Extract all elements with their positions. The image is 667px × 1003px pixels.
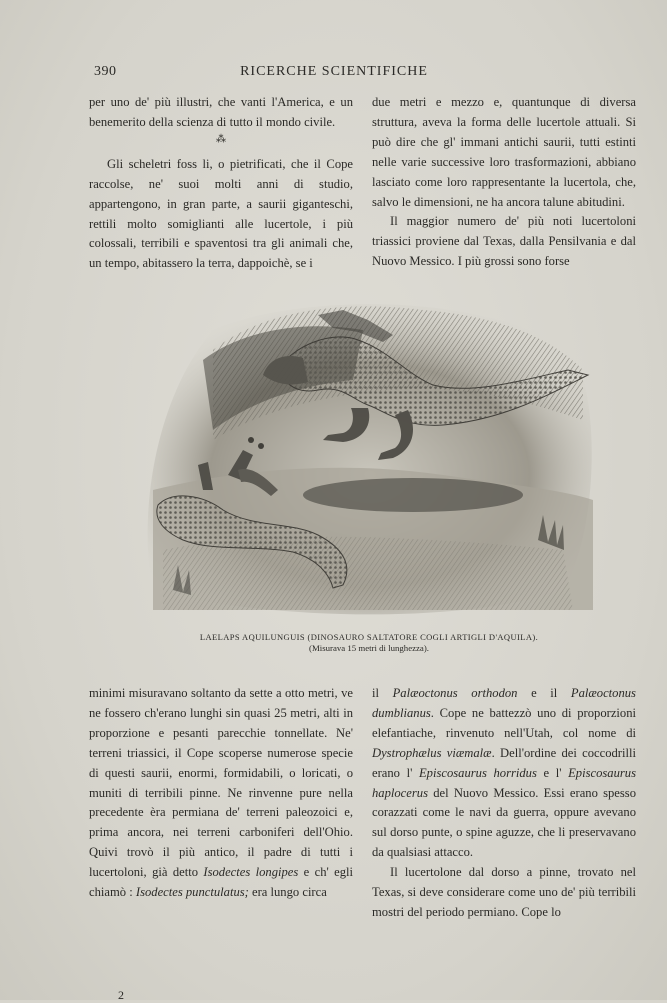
paragraph: minimi misuravano soltanto da sette a otto metri, ve ne fossero ch'erano lunghi sin quasi 25 metri, alti in proporzione e pesanti parecchie tonnellate. Ne' terreni triassici, il Cope scoperse numerose specie di questi saurii, enormi, formidabili, o loricati, o muniti di terribili pinne. Ne rinvenne pure nella precedente èra permiana de' terreni paleozoici e, prima ancora, nei terreni carboniferi dell'Ohio. Quivi trovò il più antico, il padre di tutti i lucertoloni, già detto Isodectes longipes e ch' egli chiamò : Isodectes punctulatus; era lungo circa <box>89 686 354 900</box>
species-name: Palæoctonus dumblianus <box>372 686 636 720</box>
paragraph: due metri e mezzo e, quantunque di diversa struttura, aveva la forma delle lucertole attuali. Si può dire che gl' immani antichi saurii, tutti estinti nelle varie successive loro trasformazioni, abbiano lasciato come loro rappresentante la lucertola, che, salvo le dimensioni, ne ha ancora talune abitudini. <box>372 95 636 209</box>
top-right-column <box>372 93 636 272</box>
running-head: RICERCHE SCIENTIFICHE <box>240 64 428 79</box>
species-name: Palæoctonus orthodon <box>392 686 518 700</box>
page-number: 390 <box>94 64 117 79</box>
species-name: Episcosaurus haplocerus <box>372 765 636 800</box>
species-name: Dystrophælus viæmalæ <box>372 745 492 760</box>
paragraph: Gli scheletri foss li, o pietrificati, che il Cope raccolse, ne' suoi molti anni di studio, appartengono, in gran parte, a saurii giganteschi, rettili molto somiglianti alle lucertole, i più colossali, terribili e spaventosi tra gli animali che, un tempo, abitassero la terra, dappoichè, se i <box>89 156 353 271</box>
bottom-right-column <box>372 684 636 923</box>
species-name: Isodectes punctulatus; <box>135 885 249 900</box>
top-left-column <box>89 93 353 274</box>
dinosaur-illustration <box>143 290 595 620</box>
paragraph: per uno de' più illustri, che vanti l'America, e un benemerito della scienza di tutto il mondo civile. <box>89 95 353 129</box>
signature-mark: 2 <box>118 988 124 1002</box>
figure-caption: LAELAPS AQUILUNGUIS (DINOSAURO SALTATORE COGLI ARTIGLI D'AQUILA). <box>199 632 539 642</box>
asterism: ⁂ <box>216 133 226 145</box>
paragraph: Il maggior numero de' più noti lucertoloni triassici proviene dal Texas, dalla Pensilvania e dal Nuovo Messico. I più grossi sono forse <box>372 214 636 269</box>
species-name: Episcosaurus horridus <box>418 765 537 780</box>
paragraph: il Palæoctonus orthodon e il Palæoctonus dumblianus. Cope ne battezzò uno di proporzioni elefantiache, rinvenuto nell'Utah, col nome di Dystrophælus viæmalæ. Dell'ordine dei coccodrilli erano l' Episcosaurus horridus e l' Episcosaurus haplocerus del Nuovo Messico. Essi erano spesso corazzati come le navi da guerra, oppure avevano sul dorso punte, o spine aguzze, che li preservavano da qualsiasi attacco. <box>372 686 636 860</box>
species-name: Isodectes longipes <box>203 865 299 880</box>
paragraph: Il lucertolone dal dorso a pinne, trovato nel Texas, si deve considerare come uno de' più terribili mostri del periodo permiano. Cope lo <box>372 865 636 919</box>
figure-subcaption: (Misurava 15 metri di lunghezza). <box>309 643 429 653</box>
bottom-left-column <box>89 684 353 903</box>
page-header <box>94 64 574 82</box>
